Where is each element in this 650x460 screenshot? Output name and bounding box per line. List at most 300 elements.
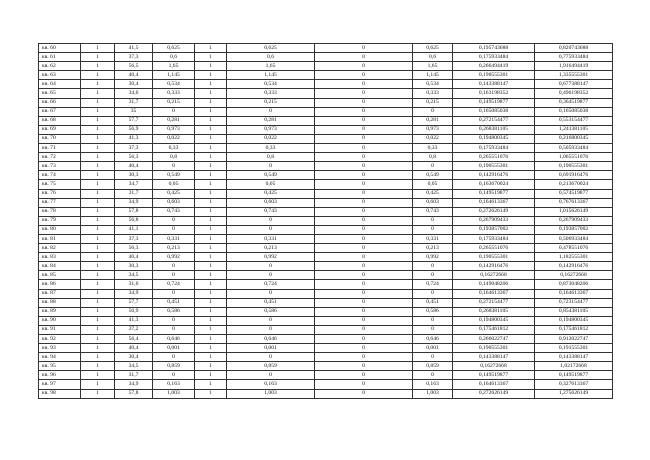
- cell-total: 0,165085038: [535, 107, 613, 116]
- table-row: [39, 353, 613, 362]
- cell-col-4: 0: [153, 107, 195, 116]
- table-row: [39, 371, 613, 380]
- cell-col-6: 0: [227, 289, 315, 298]
- cell-col-6: 1,65: [227, 62, 315, 71]
- cell-area: 56,9: [115, 307, 153, 316]
- cell-area: 40,4: [115, 162, 153, 171]
- cell-area: 56,3: [115, 153, 153, 162]
- cell-col-5: 1: [195, 80, 227, 89]
- table-row: [39, 234, 613, 243]
- cell-col-2: 1: [81, 353, 115, 362]
- cell-total: 1,182555301: [535, 253, 613, 262]
- cell-total: 1,275626149: [535, 389, 613, 398]
- cell-col-8: 0,213: [413, 244, 453, 253]
- cell-apartment: кв. 86: [39, 280, 81, 289]
- cell-col-2: 1: [81, 180, 115, 189]
- cell-col-8: 0,603: [413, 198, 453, 207]
- cell-col-7: 0: [315, 189, 413, 198]
- cell-col-5: 1: [195, 198, 227, 207]
- cell-col-5: 1: [195, 44, 227, 53]
- cell-col-2: 1: [81, 44, 115, 53]
- cell-col-6: 0: [227, 271, 315, 280]
- cell-col-9: 0,265551076: [453, 153, 535, 162]
- cell-col-7: 0: [315, 134, 413, 143]
- cell-col-4: 0: [153, 325, 195, 334]
- cell-col-4: 0,6: [153, 53, 195, 62]
- cell-col-9: 0,163198352: [453, 89, 535, 98]
- cell-col-9: 0,149519877: [453, 98, 535, 107]
- cell-col-5: 1: [195, 116, 227, 125]
- cell-col-6: 0,001: [227, 344, 315, 353]
- cell-area: 41,5: [115, 44, 153, 53]
- cell-col-5: 1: [195, 353, 227, 362]
- cell-col-6: 0,213: [227, 244, 315, 253]
- cell-col-8: 0,6: [413, 53, 453, 62]
- cell-col-7: 0: [315, 253, 413, 262]
- cell-apartment: кв. 92: [39, 335, 81, 344]
- cell-col-8: 0: [413, 262, 453, 271]
- cell-apartment: кв. 91: [39, 325, 81, 334]
- cell-col-9: 0,164613367: [453, 198, 535, 207]
- cell-col-7: 0: [315, 225, 413, 234]
- cell-col-2: 1: [81, 53, 115, 62]
- cell-col-2: 1: [81, 153, 115, 162]
- cell-col-4: 0,646: [153, 335, 195, 344]
- cell-col-6: 0: [227, 162, 315, 171]
- cell-area: 34,9: [115, 380, 153, 389]
- table-row: [39, 362, 613, 371]
- cell-col-7: 0: [315, 162, 413, 171]
- cell-col-6: 0: [227, 371, 315, 380]
- cell-col-5: 1: [195, 71, 227, 80]
- cell-col-2: 1: [81, 371, 115, 380]
- cell-col-8: 0: [413, 289, 453, 298]
- table-row: [39, 162, 613, 171]
- table-row: [39, 107, 613, 116]
- table-row: [39, 44, 613, 53]
- cell-col-8: 0,331: [413, 234, 453, 243]
- cell-col-7: 0: [315, 344, 413, 353]
- cell-col-7: 0: [315, 380, 413, 389]
- cell-col-9: 0,194800345: [453, 134, 535, 143]
- cell-col-6: 0,05: [227, 180, 315, 189]
- cell-col-2: 1: [81, 134, 115, 143]
- cell-col-5: 1: [195, 389, 227, 398]
- cell-col-2: 1: [81, 380, 115, 389]
- table-row: [39, 307, 613, 316]
- cell-col-2: 1: [81, 71, 115, 80]
- cell-col-7: 0: [315, 116, 413, 125]
- cell-area: 57,8: [115, 207, 153, 216]
- cell-col-4: 0,333: [153, 89, 195, 98]
- cell-col-6: 0,215: [227, 98, 315, 107]
- cell-area: 41,1: [115, 225, 153, 234]
- cell-apartment: кв. 85: [39, 271, 81, 280]
- cell-col-7: 0: [315, 234, 413, 243]
- table-row: [39, 344, 613, 353]
- cell-col-4: 0,05: [153, 180, 195, 189]
- cell-col-6: 0,625: [227, 44, 315, 53]
- cell-col-6: 0,586: [227, 307, 315, 316]
- cell-col-2: 1: [81, 189, 115, 198]
- cell-apartment: кв. 93: [39, 344, 81, 353]
- cell-col-9: 0,164613367: [453, 289, 535, 298]
- cell-area: 30,3: [115, 171, 153, 180]
- cell-area: 31,7: [115, 189, 153, 198]
- cell-col-4: 0,724: [153, 280, 195, 289]
- cell-apartment: кв. 64: [39, 80, 81, 89]
- cell-col-5: 1: [195, 171, 227, 180]
- cell-col-9: 0,272154477: [453, 116, 535, 125]
- cell-col-6: 0,534: [227, 80, 315, 89]
- cell-apartment: кв. 74: [39, 171, 81, 180]
- cell-col-5: 1: [195, 280, 227, 289]
- table-row: [39, 62, 613, 71]
- table-row: [39, 89, 613, 98]
- table-row: [39, 53, 613, 62]
- cell-total: 0,16272668: [535, 271, 613, 280]
- cell-col-2: 1: [81, 262, 115, 271]
- cell-col-4: 0: [153, 271, 195, 280]
- cell-area: 41,3: [115, 316, 153, 325]
- cell-apartment: кв. 72: [39, 153, 81, 162]
- cell-col-5: 1: [195, 89, 227, 98]
- cell-col-6: 0,549: [227, 171, 315, 180]
- cell-col-8: 0,451: [413, 298, 453, 307]
- table-row: [39, 80, 613, 89]
- cell-area: 40,4: [115, 71, 153, 80]
- cell-col-9: 0,142916476: [453, 171, 535, 180]
- cell-col-7: 0: [315, 71, 413, 80]
- cell-col-4: 0,33: [153, 144, 195, 153]
- cell-col-2: 1: [81, 80, 115, 89]
- cell-col-6: 0: [227, 353, 315, 362]
- cell-col-4: 0,331: [153, 234, 195, 243]
- cell-total: 0,478551076: [535, 244, 613, 253]
- cell-col-4: 0,425: [153, 189, 195, 198]
- cell-total: 0,191555301: [535, 344, 613, 353]
- cell-area: 40,4: [115, 253, 153, 262]
- cell-col-6: 0,451: [227, 298, 315, 307]
- cell-col-5: 1: [195, 380, 227, 389]
- cell-col-7: 0: [315, 271, 413, 280]
- cell-col-7: 0: [315, 371, 413, 380]
- table-row: [39, 280, 613, 289]
- cell-col-8: 0,8: [413, 153, 453, 162]
- cell-col-4: 0: [153, 316, 195, 325]
- cell-total: 0,143388147: [535, 353, 613, 362]
- cell-col-8: 0: [413, 371, 453, 380]
- cell-area: 34,7: [115, 180, 153, 189]
- cell-area: 41,3: [115, 134, 153, 143]
- cell-col-6: 0: [227, 262, 315, 271]
- cell-col-4: 0,625: [153, 44, 195, 53]
- cell-area: 30,4: [115, 80, 153, 89]
- cell-col-8: 0,625: [413, 44, 453, 53]
- cell-col-2: 1: [81, 198, 115, 207]
- cell-col-2: 1: [81, 307, 115, 316]
- cell-col-7: 0: [315, 280, 413, 289]
- cell-col-2: 1: [81, 107, 115, 116]
- cell-col-2: 1: [81, 225, 115, 234]
- cell-col-5: 1: [195, 271, 227, 280]
- cell-col-7: 0: [315, 289, 413, 298]
- cell-col-6: 0,281: [227, 116, 315, 125]
- cell-area: 34,5: [115, 362, 153, 371]
- table-body: [39, 44, 613, 399]
- cell-apartment: кв. 61: [39, 53, 81, 62]
- cell-col-5: 1: [195, 225, 227, 234]
- cell-col-9: 0,16272668: [453, 271, 535, 280]
- cell-apartment: кв. 77: [39, 198, 81, 207]
- cell-apartment: кв. 83: [39, 253, 81, 262]
- cell-col-8: 0,549: [413, 171, 453, 180]
- cell-col-7: 0: [315, 153, 413, 162]
- cell-apartment: кв. 89: [39, 307, 81, 316]
- cell-total: 0,574519877: [535, 189, 613, 198]
- cell-total: 0,723154477: [535, 298, 613, 307]
- table-row: [39, 325, 613, 334]
- cell-col-2: 1: [81, 362, 115, 371]
- cell-col-5: 1: [195, 316, 227, 325]
- cell-col-6: 0: [227, 225, 315, 234]
- table-row: [39, 316, 613, 325]
- cell-col-5: 1: [195, 125, 227, 134]
- cell-col-6: 0,33: [227, 144, 315, 153]
- cell-total: 0,142916476: [535, 262, 613, 271]
- cell-apartment: кв. 82: [39, 244, 81, 253]
- cell-col-8: 0: [413, 353, 453, 362]
- cell-total: 0,820743688: [535, 44, 613, 53]
- cell-total: 0,677388147: [535, 80, 613, 89]
- cell-total: 0,175461812: [535, 325, 613, 334]
- cell-col-9: 0,193857002: [453, 225, 535, 234]
- cell-col-2: 1: [81, 335, 115, 344]
- cell-col-8: 0,586: [413, 307, 453, 316]
- cell-col-9: 0,175461812: [453, 325, 535, 334]
- cell-col-9: 0,190555301: [453, 162, 535, 171]
- cell-total: 0,553154477: [535, 116, 613, 125]
- cell-total: 0,149519877: [535, 371, 613, 380]
- cell-col-9: 0,163670024: [453, 180, 535, 189]
- cell-col-8: 1,65: [413, 62, 453, 71]
- cell-total: 0,216800345: [535, 134, 613, 143]
- cell-apartment: кв. 70: [39, 134, 81, 143]
- cell-apartment: кв. 88: [39, 298, 81, 307]
- cell-col-9: 0,143388147: [453, 80, 535, 89]
- cell-col-4: 0,743: [153, 207, 195, 216]
- cell-apartment: кв. 63: [39, 71, 81, 80]
- table-row: [39, 380, 613, 389]
- cell-col-6: 0: [227, 107, 315, 116]
- cell-col-7: 0: [315, 244, 413, 253]
- cell-area: 56,4: [115, 335, 153, 344]
- cell-col-7: 0: [315, 207, 413, 216]
- cell-col-2: 1: [81, 234, 115, 243]
- table-row: [39, 144, 613, 153]
- cell-area: 57,8: [115, 389, 153, 398]
- cell-total: 0,691916476: [535, 171, 613, 180]
- cell-col-5: 1: [195, 289, 227, 298]
- table-row: [39, 216, 613, 225]
- cell-apartment: кв. 95: [39, 362, 81, 371]
- cell-col-4: 0,603: [153, 198, 195, 207]
- cell-col-9: 0,272626149: [453, 207, 535, 216]
- cell-col-2: 1: [81, 207, 115, 216]
- cell-col-5: 1: [195, 180, 227, 189]
- apartment-data-table: [38, 43, 613, 399]
- cell-area: 37,3: [115, 234, 153, 243]
- cell-col-6: 0: [227, 325, 315, 334]
- cell-col-6: 0,992: [227, 253, 315, 262]
- cell-col-8: 0,743: [413, 207, 453, 216]
- cell-col-5: 1: [195, 98, 227, 107]
- cell-col-8: 0,646: [413, 335, 453, 344]
- cell-col-7: 0: [315, 335, 413, 344]
- cell-area: 31,6: [115, 280, 153, 289]
- cell-col-6: 0,646: [227, 335, 315, 344]
- cell-col-2: 1: [81, 253, 115, 262]
- cell-area: 37,3: [115, 53, 153, 62]
- cell-col-4: 1,003: [153, 389, 195, 398]
- table-row: [39, 262, 613, 271]
- cell-col-9: 0,266022747: [453, 335, 535, 344]
- cell-area: 56,5: [115, 62, 153, 71]
- cell-apartment: кв. 90: [39, 316, 81, 325]
- cell-col-7: 0: [315, 198, 413, 207]
- cell-total: 0,327613367: [535, 380, 613, 389]
- cell-total: 1,335555301: [535, 71, 613, 80]
- cell-col-2: 1: [81, 325, 115, 334]
- table-row: [39, 225, 613, 234]
- cell-apartment: кв. 94: [39, 353, 81, 362]
- cell-apartment: кв. 80: [39, 225, 81, 234]
- cell-col-5: 1: [195, 189, 227, 198]
- cell-total: 1,065551076: [535, 153, 613, 162]
- cell-col-8: 0,425: [413, 189, 453, 198]
- cell-apartment: кв. 96: [39, 371, 81, 380]
- cell-col-6: 0,603: [227, 198, 315, 207]
- cell-col-8: 0,001: [413, 344, 453, 353]
- cell-apartment: кв. 69: [39, 125, 81, 134]
- table-row: [39, 198, 613, 207]
- cell-col-9: 0,175933484: [453, 144, 535, 153]
- cell-col-8: 0: [413, 162, 453, 171]
- cell-apartment: кв. 84: [39, 262, 81, 271]
- cell-apartment: кв. 76: [39, 189, 81, 198]
- cell-col-7: 0: [315, 262, 413, 271]
- cell-col-7: 0: [315, 298, 413, 307]
- cell-col-4: 0: [153, 289, 195, 298]
- cell-col-6: 0,6: [227, 53, 315, 62]
- cell-col-9: 0,267909433: [453, 216, 535, 225]
- cell-col-2: 1: [81, 116, 115, 125]
- table-row: [39, 271, 613, 280]
- cell-col-9: 0,194800345: [453, 316, 535, 325]
- cell-col-7: 0: [315, 125, 413, 134]
- cell-col-4: 0: [153, 371, 195, 380]
- cell-col-2: 1: [81, 125, 115, 134]
- cell-area: 37,3: [115, 144, 153, 153]
- cell-col-7: 0: [315, 107, 413, 116]
- cell-col-8: 0,973: [413, 125, 453, 134]
- cell-col-5: 1: [195, 298, 227, 307]
- cell-col-9: 0,175933484: [453, 53, 535, 62]
- cell-total: 0,364519877: [535, 98, 613, 107]
- table-row: [39, 189, 613, 198]
- cell-col-4: 0,213: [153, 244, 195, 253]
- cell-col-2: 1: [81, 389, 115, 398]
- cell-col-6: 1,145: [227, 71, 315, 80]
- cell-col-7: 0: [315, 362, 413, 371]
- cell-col-8: 0: [413, 271, 453, 280]
- cell-col-5: 1: [195, 371, 227, 380]
- cell-col-6: 0,425: [227, 189, 315, 198]
- table-row: [39, 116, 613, 125]
- cell-col-8: 0,215: [413, 98, 453, 107]
- cell-col-2: 1: [81, 62, 115, 71]
- cell-col-4: 0,992: [153, 253, 195, 262]
- cell-col-7: 0: [315, 180, 413, 189]
- cell-col-9: 0,265551076: [453, 244, 535, 253]
- cell-col-2: 1: [81, 89, 115, 98]
- cell-col-6: 0,331: [227, 234, 315, 243]
- cell-col-4: 0,973: [153, 125, 195, 134]
- cell-col-8: 0,33: [413, 144, 453, 153]
- table-row: [39, 389, 613, 398]
- cell-area: 30,3: [115, 262, 153, 271]
- cell-col-9: 0,268381105: [453, 125, 535, 134]
- cell-col-6: 0,859: [227, 362, 315, 371]
- cell-total: 0,193857002: [535, 225, 613, 234]
- cell-col-8: 0,163: [413, 380, 453, 389]
- cell-total: 0,505933484: [535, 144, 613, 153]
- cell-col-4: 0,001: [153, 344, 195, 353]
- cell-col-8: 0,724: [413, 280, 453, 289]
- cell-col-7: 0: [315, 53, 413, 62]
- cell-apartment: кв. 73: [39, 162, 81, 171]
- table-row: [39, 253, 613, 262]
- cell-apartment: кв. 68: [39, 116, 81, 125]
- cell-col-7: 0: [315, 307, 413, 316]
- cell-col-7: 0: [315, 316, 413, 325]
- cell-total: 0,190555301: [535, 162, 613, 171]
- cell-total: 1,241381105: [535, 125, 613, 134]
- cell-col-9: 0,195743688: [453, 44, 535, 53]
- cell-col-9: 0,149519877: [453, 189, 535, 198]
- cell-col-2: 1: [81, 171, 115, 180]
- cell-col-4: 0,859: [153, 362, 195, 371]
- cell-col-6: 0,163: [227, 380, 315, 389]
- cell-col-8: 0,534: [413, 80, 453, 89]
- cell-col-8: 0: [413, 325, 453, 334]
- cell-col-5: 1: [195, 325, 227, 334]
- table-row: [39, 180, 613, 189]
- cell-total: 0,912022747: [535, 335, 613, 344]
- cell-total: 1,015626149: [535, 207, 613, 216]
- cell-col-7: 0: [315, 62, 413, 71]
- table-row: [39, 244, 613, 253]
- cell-area: 40,4: [115, 344, 153, 353]
- cell-col-5: 1: [195, 253, 227, 262]
- cell-col-5: 1: [195, 335, 227, 344]
- cell-col-4: 0: [153, 216, 195, 225]
- cell-col-7: 0: [315, 44, 413, 53]
- cell-apartment: кв. 65: [39, 89, 81, 98]
- cell-col-9: 0,16272668: [453, 362, 535, 371]
- cell-total: 0,854381105: [535, 307, 613, 316]
- cell-total: 0,775933484: [535, 53, 613, 62]
